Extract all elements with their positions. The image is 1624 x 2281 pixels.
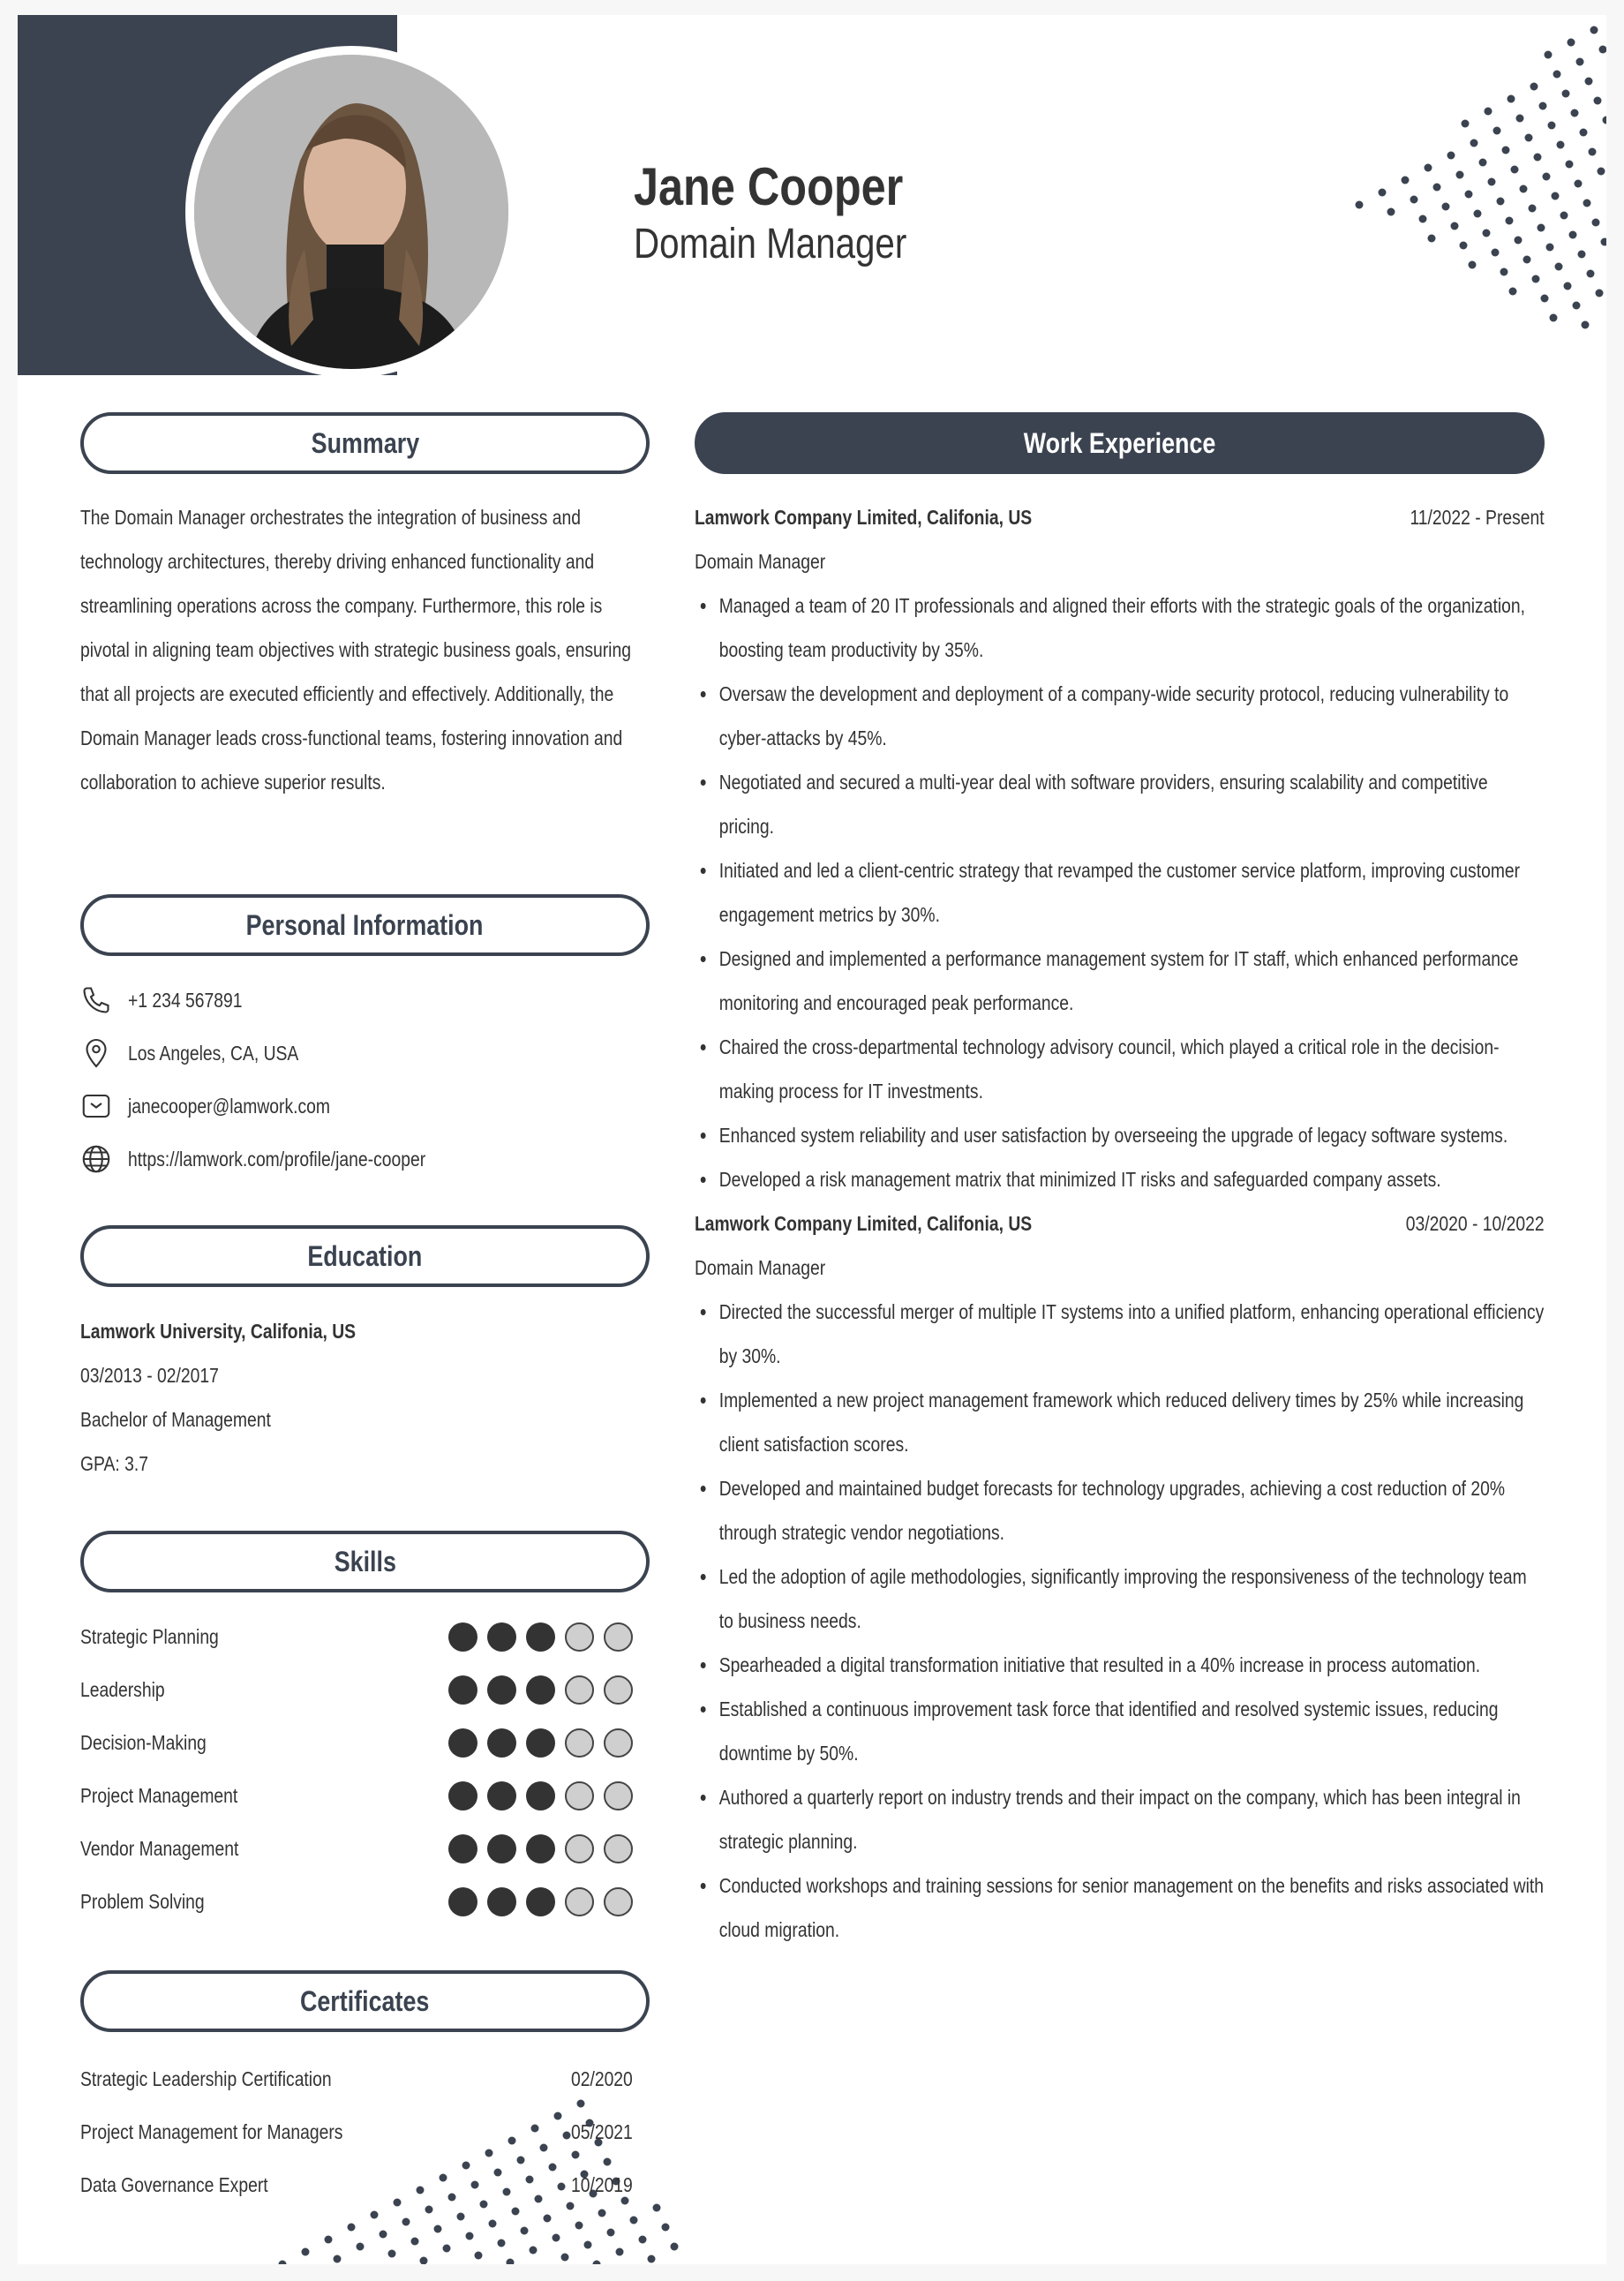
rating-dot-filled (526, 1622, 555, 1652)
decor-dot (575, 2222, 583, 2230)
decor-dot (593, 2261, 601, 2265)
decor-dot (1546, 244, 1554, 252)
globe-icon (80, 1143, 112, 1175)
decor-dot (1525, 134, 1533, 142)
decor-dot (1410, 196, 1418, 204)
decor-dot (1402, 177, 1410, 184)
decor-dot (1594, 97, 1602, 105)
profile-photo (194, 55, 508, 369)
job-dates: 03/2020 - 10/2022 (1405, 1212, 1545, 1235)
skill-item (80, 1610, 633, 1663)
job-role: Domain Manager (695, 550, 826, 573)
decor-dot (1516, 115, 1524, 123)
job-bullet: Implemented a new project management framework which reduced delivery times by 25% while increasing client satisfaction scores. (695, 1378, 1545, 1466)
decor-dot (443, 2245, 451, 2253)
decor-dot (1497, 198, 1505, 206)
rating-dot-empty (565, 1887, 594, 1916)
skill-rating (448, 1728, 633, 1758)
certificate-date: 10/2019 (570, 2173, 633, 2196)
decor-dot (648, 2255, 656, 2263)
decor-dot (466, 2232, 474, 2240)
decor-dot (1587, 270, 1595, 278)
job-bullet: Managed a team of 20 IT professionals and aligned their efforts with the strategic goals of the organization, boosting team productivity by 35%. (695, 583, 1545, 672)
skill-item (80, 1822, 633, 1875)
decor-dot (1553, 71, 1561, 79)
decor-dot (561, 2254, 569, 2262)
decor-dot (279, 2261, 287, 2265)
decor-dot (1356, 201, 1364, 209)
skill-item (80, 1769, 633, 1822)
skill-rating (448, 1887, 633, 1916)
decor-dot (1545, 51, 1553, 59)
work-experience-heading (695, 412, 1545, 474)
rating-dot-filled (487, 1728, 516, 1758)
skill-name: Project Management (80, 1784, 238, 1807)
decor-dot (1569, 231, 1577, 239)
decor-dot (1419, 215, 1427, 223)
person-portrait-icon (194, 55, 508, 369)
skills-list (80, 1610, 633, 1928)
rating-dot-filled (448, 1675, 477, 1705)
decor-dot (1564, 282, 1572, 290)
decor-dot (1509, 288, 1517, 296)
decor-dot (1550, 314, 1558, 322)
decor-dot (357, 2243, 365, 2251)
decor-dot (653, 2204, 661, 2212)
certificate-date: 02/2020 (570, 2067, 633, 2090)
contact-email (80, 1080, 633, 1133)
rating-dot-filled (448, 1622, 477, 1652)
education-section (80, 1309, 633, 1486)
summary-section (80, 495, 633, 804)
decor-dot (1596, 290, 1604, 297)
decor-dot (1465, 191, 1473, 199)
decor-dot (1552, 192, 1560, 200)
certificate-name: Data Governance Expert (80, 2173, 268, 2196)
skill-rating (448, 1834, 633, 1863)
job-bullet: Led the adoption of agile methodologies, significantly improving the responsiveness of the technology team to business needs. (695, 1555, 1545, 1643)
location-pin-icon (80, 1037, 112, 1069)
email-icon (80, 1090, 112, 1122)
skill-name: Problem Solving (80, 1890, 205, 1913)
education-school: Lamwork University, Califonia, US (80, 1320, 357, 1343)
rating-dot-empty (565, 1622, 594, 1652)
decor-dot (334, 2255, 342, 2263)
job-bullet: Developed a risk management matrix that minimized IT risks and safeguarded company assets. (695, 1157, 1545, 1201)
location-text: Los Angeles, CA, USA (128, 1042, 299, 1065)
personal-info-heading-text: Personal Information (246, 908, 484, 941)
decor-dot (1507, 95, 1515, 103)
decor-dot (1532, 275, 1540, 283)
skill-name: Vendor Management (80, 1837, 239, 1860)
job-bullet: Spearheaded a digital transformation initiative that resulted in a 40% increase in process automation. (695, 1643, 1545, 1687)
job-bullet: Conducted workshops and training sessions for senior management on the benefits and risks associated with cloud migration. (695, 1863, 1545, 1952)
decor-dot (1470, 139, 1478, 147)
rating-dot-filled (448, 1887, 477, 1916)
decor-dot (1548, 122, 1556, 130)
work-experience-heading-text: Work Experience (1023, 426, 1216, 459)
certificate-item (80, 2052, 633, 2105)
decor-dot (662, 2224, 670, 2232)
personal-info-heading (80, 894, 650, 956)
decor-dot (1460, 242, 1468, 250)
decor-dot (521, 2227, 529, 2235)
rating-dot-filled (526, 1887, 555, 1916)
phone-icon (80, 984, 112, 1016)
job-bullet: Designed and implemented a performance management system for IT staff, which enhanced performance monitoring and encouraged peak performance. (695, 937, 1545, 1025)
decor-dot (1493, 127, 1501, 135)
decor-dot (1387, 208, 1395, 216)
decor-dot (1576, 58, 1584, 66)
job-company: Lamwork Company Limited, Califonia, US (695, 506, 1033, 529)
skill-item (80, 1875, 633, 1928)
rating-dot-filled (526, 1781, 555, 1810)
decor-dot (584, 2241, 592, 2249)
education-heading-text: Education (307, 1239, 423, 1272)
decor-dot (457, 2213, 465, 2221)
skill-name: Leadership (80, 1678, 165, 1701)
education-dates: 03/2013 - 02/2017 (80, 1364, 219, 1387)
skill-rating (448, 1781, 633, 1810)
decor-dot (1560, 212, 1568, 220)
rating-dot-filled (487, 1834, 516, 1863)
decor-dot (1469, 261, 1477, 269)
decor-dot (1425, 164, 1432, 172)
decor-dot (1598, 168, 1605, 176)
decor-dot (1583, 199, 1591, 207)
job-bullet: Negotiated and secured a multi-year deal with software providers, ensuring scalability and competitive pricing. (695, 760, 1545, 848)
skill-name: Strategic Planning (80, 1625, 219, 1648)
certificate-item (80, 2105, 633, 2158)
decor-dot (1538, 224, 1545, 232)
decor-dot (1474, 210, 1482, 218)
decor-dot (1379, 189, 1387, 197)
decor-dot (1500, 268, 1508, 276)
skill-name: Decision-Making (80, 1731, 207, 1754)
job-bullet: Authored a quarterly report on industry trends and their impact on the company, which has been integral in strategic planning. (695, 1775, 1545, 1863)
skill-item (80, 1663, 633, 1716)
candidate-title: Domain Manager (634, 221, 907, 267)
decor-dot (1442, 203, 1450, 211)
work-experience-section (695, 495, 1545, 1952)
decor-dot (1557, 141, 1565, 149)
decor-dot (1562, 90, 1570, 98)
decor-dot (1566, 161, 1574, 169)
decor-dot (302, 2248, 310, 2256)
skills-heading-text: Skills (334, 1545, 396, 1577)
decor-dot (1433, 184, 1441, 192)
decor-dot (1578, 251, 1586, 259)
decor-dot (498, 2240, 506, 2247)
rating-dot-empty (604, 1728, 633, 1758)
skill-rating (448, 1622, 633, 1652)
decor-dot (639, 2236, 647, 2244)
decor-dot (553, 2234, 560, 2242)
rating-dot-filled (448, 1781, 477, 1810)
job-dates: 11/2022 - Present (1410, 506, 1545, 529)
certificate-name: Project Management for Managers (80, 2120, 343, 2143)
decor-dot (388, 2250, 396, 2258)
decor-dot (1599, 46, 1607, 54)
decor-dot (1539, 102, 1547, 110)
decor-dot (1483, 230, 1491, 237)
decor-dot (411, 2238, 419, 2246)
job-bullet: Oversaw the development and deployment of a company-wide security protocol, reducing vulnerability to cyber-attacks by 45%. (695, 672, 1545, 760)
decor-dot (1592, 219, 1600, 227)
decor-dot (1485, 108, 1492, 116)
rating-dot-filled (448, 1728, 477, 1758)
decor-dot (1428, 235, 1436, 243)
phone-number[interactable]: +1 234 567891 (128, 989, 243, 1012)
rating-dot-empty (565, 1675, 594, 1705)
decor-dot (371, 2211, 379, 2219)
decor-dot (1534, 154, 1542, 162)
job-bullet: Developed and maintained budget forecasts for technology upgrades, achieving a cost reduction of 20% through strategic vendor negotiations. (695, 1466, 1545, 1555)
decor-dot (1530, 83, 1538, 91)
decor-dot (1568, 39, 1575, 47)
decor-dot (1555, 263, 1563, 271)
contact-website (80, 1133, 633, 1186)
certificate-date: 05/2021 (570, 2120, 633, 2143)
decor-dot (1589, 148, 1597, 156)
decor-dot (1571, 109, 1579, 117)
rating-dot-empty (604, 1675, 633, 1705)
website-link[interactable]: https://lamwork.com/profile/jane-cooper (128, 1148, 426, 1171)
decor-dot (616, 2248, 624, 2256)
certificate-name: Strategic Leadership Certification (80, 2067, 332, 2090)
rating-dot-empty (604, 1834, 633, 1863)
decor-dot (1451, 222, 1459, 230)
decor-dot (1541, 295, 1549, 303)
certificates-section (80, 2052, 633, 2211)
decor-dot (671, 2243, 679, 2251)
summary-heading-text: Summary (311, 426, 419, 459)
decor-dot (402, 2218, 410, 2226)
summary-heading (80, 412, 650, 474)
contact-location (80, 1027, 633, 1080)
rating-dot-filled (448, 1834, 477, 1863)
rating-dot-empty (604, 1887, 633, 1916)
skill-rating (448, 1675, 633, 1705)
job-bullet: Enhanced system reliability and user satisfaction by overseeing the upgrade of legacy software systems. (695, 1113, 1545, 1157)
decor-dot (1506, 217, 1514, 225)
decor-dot (1575, 180, 1583, 188)
job-bullet: Chaired the cross-departmental technology advisory council, which played a critical role in the decision-making process for IT investments. (695, 1025, 1545, 1113)
decor-dot (607, 2229, 615, 2237)
candidate-name: Jane Cooper (634, 157, 904, 216)
skill-item (80, 1716, 633, 1769)
rating-dot-empty (565, 1728, 594, 1758)
decor-dot (1585, 78, 1593, 86)
email-link[interactable]: janecooper@lamwork.com (128, 1095, 331, 1118)
rating-dot-filled (487, 1675, 516, 1705)
job-company: Lamwork Company Limited, Califonia, US (695, 1212, 1033, 1235)
decor-dot (1447, 152, 1455, 160)
decor-dot (1462, 120, 1470, 128)
decor-dot (1573, 302, 1581, 310)
certificates-heading (80, 1970, 650, 2032)
summary-text: The Domain Manager orchestrates the integration of business and technology architectures, thereby driving enhanced functionality and streamlining operations across the company. Furthermore, this role is pivotal in aligning team objectives with strategic business goals, ensuring that all projects are executed efficiently and effectively. Additionally, the Domain Manager leads cross-functional teams, fostering innovation and collaboration to achieve superior results. (80, 506, 631, 794)
decor-dot (1492, 249, 1500, 257)
decor-dot (1515, 237, 1522, 245)
decor-dot (1529, 205, 1537, 213)
job-bullet: Directed the successful merger of multiple IT systems into a unified platform, enhancing operational efficiency by 30%. (695, 1290, 1545, 1378)
decor-dot (530, 2247, 538, 2255)
education-degree: Bachelor of Management (80, 1408, 271, 1431)
decor-dot (544, 2215, 552, 2223)
rating-dot-empty (604, 1622, 633, 1652)
decor-dot (1488, 178, 1496, 186)
rating-dot-filled (526, 1728, 555, 1758)
decor-dot (348, 2224, 356, 2232)
certificate-item (80, 2158, 633, 2211)
job-bullet: Established a continuous improvement task force that identified and resolved systemic issues, reducing downtime by 50%. (695, 1687, 1545, 1775)
job-entry (695, 1201, 1545, 1952)
certificates-heading-text: Certificates (300, 1984, 430, 2017)
job-entry (695, 495, 1545, 1201)
decor-dot (380, 2231, 387, 2239)
rating-dot-filled (487, 1887, 516, 1916)
job-bullets (695, 1290, 1545, 1952)
decor-dot (1580, 129, 1588, 137)
decor-dot (1511, 166, 1519, 174)
decor-dot (1543, 173, 1551, 181)
skills-heading (80, 1531, 650, 1592)
decor-dot (1582, 321, 1590, 329)
decor-dot (507, 2259, 515, 2265)
decor-dot (630, 2217, 638, 2225)
rating-dot-filled (526, 1834, 555, 1863)
rating-dot-filled (487, 1781, 516, 1810)
decor-dot (1502, 147, 1510, 154)
education-gpa: GPA: 3.7 (80, 1452, 148, 1475)
rating-dot-filled (487, 1622, 516, 1652)
decor-dot (420, 2257, 428, 2265)
decor-dot (325, 2236, 333, 2244)
decor-dot (1456, 171, 1464, 179)
decor-dot (434, 2225, 442, 2233)
rating-dot-filled (526, 1675, 555, 1705)
contact-list (80, 974, 633, 1186)
resume-page (18, 15, 1606, 2264)
decor-dot (1601, 238, 1607, 246)
decor-dot (489, 2220, 497, 2228)
rating-dot-empty (565, 1834, 594, 1863)
rating-dot-empty (565, 1781, 594, 1810)
job-role: Domain Manager (695, 1256, 826, 1279)
decor-dot (475, 2252, 483, 2260)
decor-dot (1590, 26, 1598, 34)
education-heading (80, 1225, 650, 1287)
decor-dot (1603, 117, 1607, 124)
job-bullet: Initiated and led a client-centric strategy that revamped the customer service platform, improving customer engagement metrics by 30%. (695, 848, 1545, 937)
decor-dot (1520, 185, 1528, 193)
contact-phone (80, 974, 633, 1027)
rating-dot-empty (604, 1781, 633, 1810)
profile-photo-frame (185, 46, 517, 378)
decor-dot (1479, 159, 1487, 167)
decor-dot (1523, 256, 1531, 264)
job-bullets (695, 583, 1545, 1201)
